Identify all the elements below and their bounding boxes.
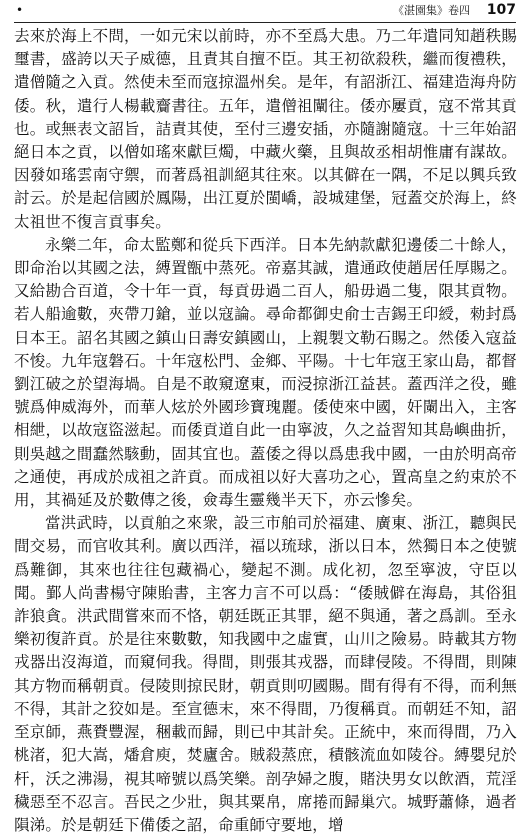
- paragraph: 永樂二年，命太監鄭和從兵下西洋。日本先納款獻犯邊倭二十餘人，即命治以其國之法，縛置甑中蒸死。帝嘉其誠，遣通政使趙居任厚賜之。又給勘合百道，令十年一貢，每貢毋過二百人，船毋過二隻，限其貢物。若人船逾數，夾帶刀鎗，並以寇論。尋命都御史俞士吉錫王印綬，勑封爲日本王。詔名其國之鎮山日壽安鎮國山，上親製文勒石賜之。然倭入寇益不悛。九年寇磐石。十年寇松門、金鄉、平陽。十七年寇王家山島，都督劉江破之於望海堝。自是不敢窺遼東，而浸掠浙江益甚。蓋西洋之役，雖號爲伸威海外，而華人炫於外國珍寶瑰麗。倭使來中國，奸闌出入，主客相紲，以故寇盜滋起。而倭貢道自此一由寧波，久之益習知其島嶼曲折，則吳越之間蠢然駭動，固其宜也。蓋倭之得以爲患我中國，一由於明高帝之通使，再成於成祖之許貢。而成祖以好大喜功之心，置高皇之約束於不用，其禍延及於數傳之後，僉毒生靈幾半天下，亦云慘矣。: [14, 235, 517, 510]
- paragraph: 當洪武時，以貢舶之來衆，設三市舶司於福建、廣東、浙江，聽與民間交易，而官收其利。廣以西洋，福以琉球，浙以日本，然獨日本之使號爲難御，其來也往往包藏禍心，變起不測。成化初，忽至寧波，守臣以聞。鄞人尚書楊守陳貽書，主客力言不可以爲：“倭賊僻在海島，其俗狙詐狼貪。洪武間嘗來而不恪，朝廷既正其罪，絕不與通，著之爲訓。至永樂初復許貢。於是往來數數，知我國中之虛實，山川之險易。時載其方物戎器出沒海道，而窺伺我。得間，則張其戎器，而肆侵陵。不得間，則陳其方物而稱朝貢。侵陵則掠民財，朝貢則叨國賜。間有得有不得，而利無不得，其計之狡如是。至宣德末，來不得間，乃復稱貢。而朝廷不知，詔至京師，燕賚豐渥，稇載而歸，則已中其計矣。正統中，來而得間，乃入桃渚，犯大嵩，燔倉庾，焚廬舍。賊殺蒸庶，積骸流血如陵谷。縛嬰兒於杆，沃之沸湯，視其啼號以爲笑樂。剖孕婦之腹，賭決男女以飲酒，荒淫穢惡至不忍言。吾民之少壯，與其粟帛，席捲而歸巢穴。城野蕭條，過者隕涕。於是朝廷下備倭之詔，命重師守要地，增: [14, 514, 517, 834]
- body-text: [14, 25, 517, 837]
- paragraph: 去來於海上不問，一如元宋以前時，亦不至爲大患。乃二年遣同知趙秩賜璽書，盛誇以天子威德，且責其自擅不臣。其王初欲殺秩，繼而復禮秩，遣僧隨之入貢。然使未至而寇掠溫州矣。是年，有詔浙江、福建造海舟防倭。秋，遣行人楊載齎書往。五年，遣僧祖闡往。倭亦屢貢，寇不常其貢也。或無表文詔旨，詰責其使，至付三邊安插，亦隨謝隨寇。十三年始詔絕日本之貢，以僧如瑤來獻巨燭，中藏火藥，且與故丞相胡惟庸有謀故。因發如瑤雲南守禦，而著爲祖訓絕其往來。以其僻在一隅，不足以興兵致討云。於是起信國於鳳陽，出江夏於閩嶠，設城建堡，冠蓋交於海上，終太祖世不復言貢事矣。: [14, 27, 517, 231]
- page-number: 107: [486, 2, 516, 18]
- page-header: [14, 0, 516, 23]
- running-title: 《湛園集》卷四: [393, 4, 470, 17]
- page-marker-dot: •: [16, 3, 24, 17]
